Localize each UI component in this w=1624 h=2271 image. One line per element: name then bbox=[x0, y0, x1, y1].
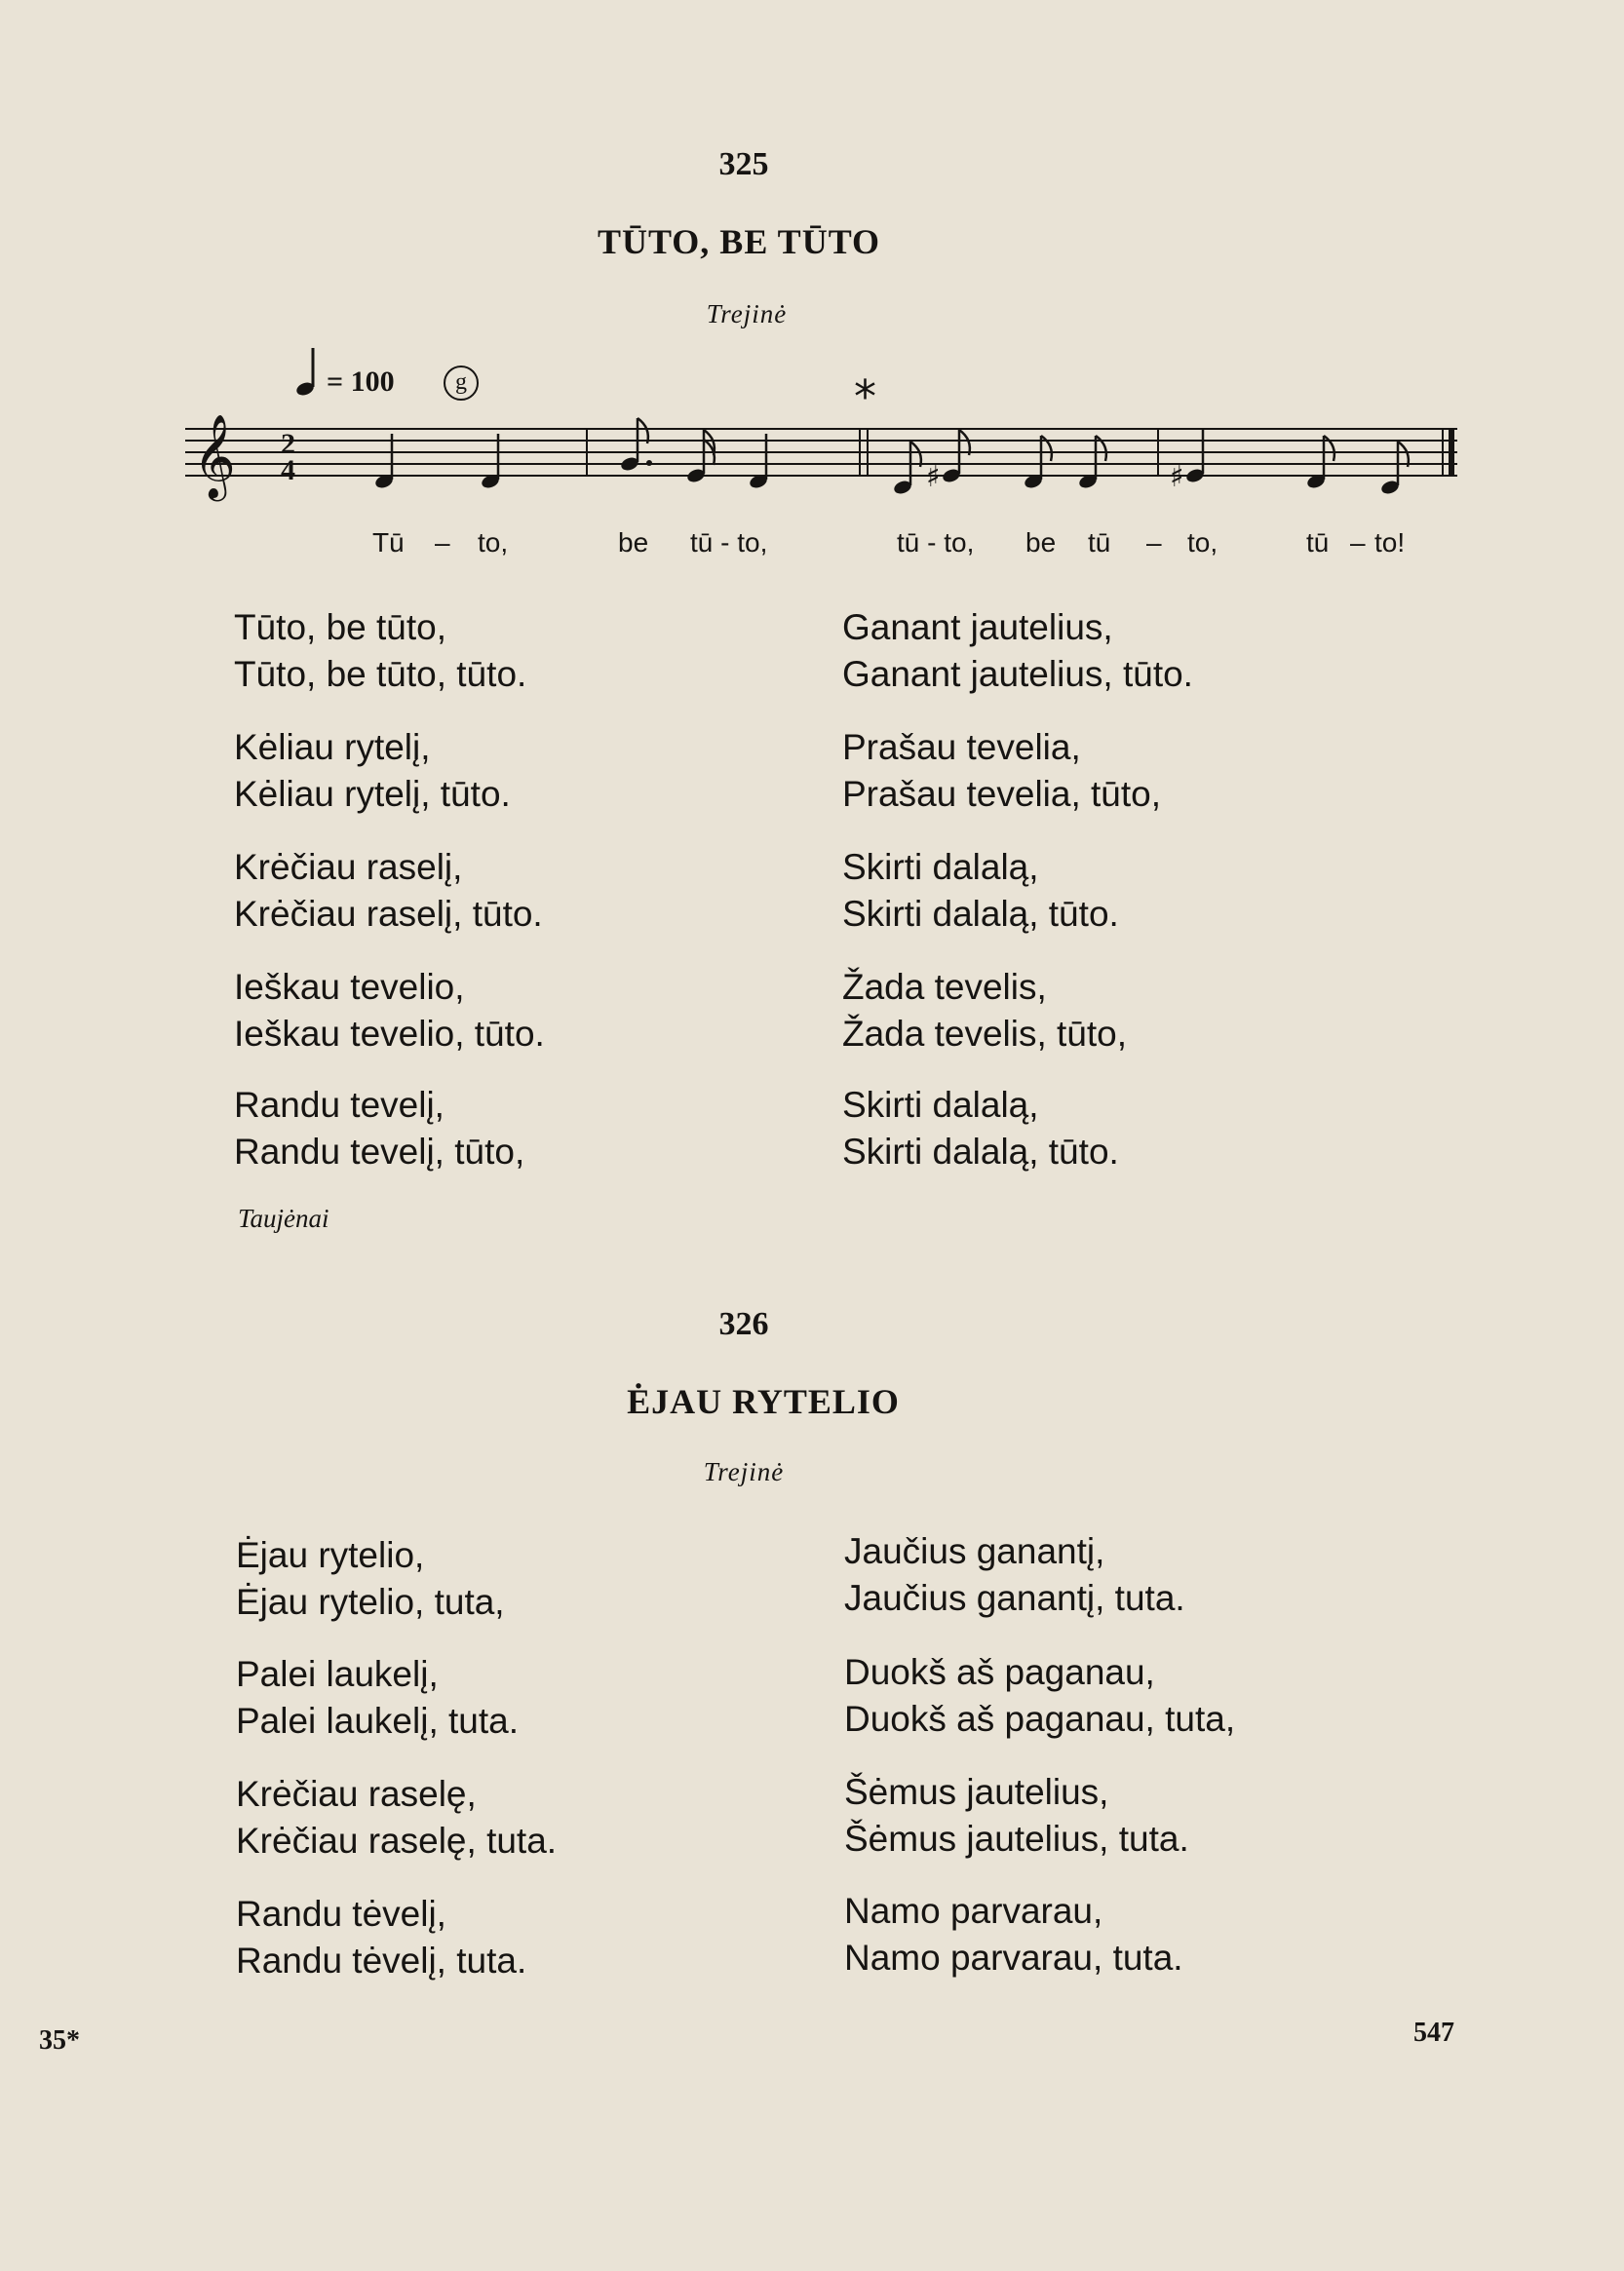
stanza bbox=[844, 1649, 1235, 1743]
note bbox=[892, 442, 920, 496]
verse-line: Duokš aš paganau, tuta, bbox=[844, 1699, 1236, 1739]
verse-line: Krėčiau raselį, bbox=[234, 847, 463, 887]
lyric-syllable: be bbox=[1025, 527, 1057, 558]
lyric-syllable: tū - to, bbox=[897, 527, 975, 558]
lyric-syllable: – bbox=[435, 527, 450, 558]
verse-line: Ieškau tevelio, bbox=[234, 967, 465, 1007]
stanza bbox=[234, 844, 543, 938]
tempo-value: = 100 bbox=[327, 366, 395, 398]
verse-line: Ieškau tevelio, tūto. bbox=[234, 1014, 545, 1054]
verse-line: Randu tėvelį, bbox=[236, 1894, 446, 1934]
verse-line: Skirti dalalą, bbox=[842, 1085, 1039, 1125]
note bbox=[1379, 442, 1408, 496]
verse-line: Šėmus jautelius, tuta. bbox=[844, 1819, 1189, 1859]
verse-line: Palei laukelį, bbox=[236, 1654, 439, 1694]
song-subtitle: Trejinė bbox=[706, 299, 788, 328]
verse-line: Krėčiau raselę, bbox=[236, 1774, 477, 1814]
verse-line: Randu tevelį, tūto, bbox=[234, 1132, 525, 1172]
signature-mark: 35* bbox=[39, 2025, 80, 2056]
verse-line: Žada tevelis, bbox=[842, 967, 1047, 1007]
lyric-syllable: – bbox=[1350, 527, 1366, 558]
verse-line: Skirti dalalą, bbox=[842, 847, 1039, 887]
stanza bbox=[844, 1769, 1189, 1863]
verse-line: Ganant jautelius, bbox=[842, 607, 1113, 647]
verse-line: Kėliau rytelį, bbox=[234, 727, 431, 767]
verse-line: Jaučius ganantį, tuta. bbox=[844, 1578, 1185, 1618]
lyric-syllable: tū bbox=[1088, 527, 1111, 558]
stanza bbox=[234, 604, 526, 698]
verse-line: Randu tėvelį, tuta. bbox=[236, 1941, 527, 1981]
stanza bbox=[842, 604, 1193, 698]
stanza bbox=[842, 1082, 1119, 1175]
verse-line: Jaučius ganantį, bbox=[844, 1531, 1105, 1571]
note bbox=[619, 418, 652, 473]
verse-line: Randu tevelį, bbox=[234, 1085, 445, 1125]
time-signature-top: 2 bbox=[281, 428, 295, 460]
verse-line: Krėčiau raselę, tuta. bbox=[236, 1821, 558, 1861]
lyric-syllable: – bbox=[1146, 527, 1162, 558]
verse-line: Šėmus jautelius, bbox=[844, 1772, 1109, 1812]
note bbox=[1023, 436, 1051, 490]
sharp-icon: ♯ bbox=[926, 460, 941, 494]
verse-line: Prašau tevelia, bbox=[842, 727, 1081, 767]
stanza bbox=[844, 1528, 1185, 1622]
asterisk-mark: * bbox=[854, 370, 876, 423]
lyric-syllable: to, bbox=[478, 527, 509, 558]
lyric-syllable: tū - to, bbox=[690, 527, 768, 558]
time-signature-bottom: 4 bbox=[281, 454, 295, 486]
stanza bbox=[236, 1532, 505, 1626]
stanza bbox=[844, 1888, 1183, 1982]
verse-line: Tūto, be tūto, tūto. bbox=[234, 654, 527, 694]
lyric-syllable: to! bbox=[1374, 527, 1406, 558]
treble-clef-icon: 𝄞 bbox=[193, 414, 236, 498]
note bbox=[1077, 436, 1105, 490]
verse-line: Skirti dalalą, tūto. bbox=[842, 1132, 1119, 1172]
sharp-icon: ♯ bbox=[1170, 460, 1184, 494]
stanza bbox=[236, 1891, 526, 1984]
stanza bbox=[842, 724, 1161, 818]
stanza bbox=[842, 964, 1127, 1058]
verse-line: Skirti dalalą, tūto. bbox=[842, 894, 1119, 934]
verse-line: Prašau tevelia, tūto, bbox=[842, 774, 1162, 814]
song-number: 325 bbox=[718, 146, 769, 182]
song-number: 326 bbox=[718, 1306, 769, 1342]
stanza bbox=[842, 844, 1119, 938]
lyric-syllable: tū bbox=[1306, 527, 1330, 558]
tempo-circle: g bbox=[444, 366, 479, 401]
verse-line: Namo parvarau, bbox=[844, 1891, 1103, 1931]
stanza bbox=[236, 1771, 557, 1865]
verse-line: Palei laukelį, tuta. bbox=[236, 1701, 520, 1741]
place-of-recording: Taujėnai bbox=[238, 1204, 329, 1233]
lyric-syllable: be bbox=[618, 527, 649, 558]
stanza bbox=[234, 724, 511, 818]
note bbox=[748, 434, 768, 490]
lyric-syllable: Tū bbox=[372, 527, 405, 558]
note bbox=[373, 434, 394, 490]
note bbox=[480, 434, 500, 490]
verse-line: Tūto, be tūto, bbox=[234, 607, 447, 647]
song-subtitle: Trejinė bbox=[703, 1457, 785, 1486]
verse-line: Namo parvarau, tuta. bbox=[844, 1938, 1183, 1978]
verse-line: Ėjau rytelio, tuta, bbox=[236, 1582, 505, 1622]
verse-line: Duokš aš paganau, bbox=[844, 1652, 1155, 1692]
note bbox=[1305, 436, 1334, 490]
stanza bbox=[236, 1651, 519, 1745]
stanza bbox=[234, 964, 545, 1058]
verse-line: Kėliau rytelį, tūto. bbox=[234, 774, 511, 814]
lyric-syllable: to, bbox=[1187, 527, 1218, 558]
verse-line: Krėčiau raselį, tūto. bbox=[234, 894, 543, 934]
page-number: 547 bbox=[1413, 2018, 1454, 2048]
song-title: ĖJAU RYTELIO bbox=[627, 1382, 900, 1421]
note bbox=[1184, 430, 1205, 484]
verse-line: Žada tevelis, tūto, bbox=[842, 1014, 1128, 1054]
verse-line: Ganant jautelius, tūto. bbox=[842, 654, 1193, 694]
stanza bbox=[234, 1082, 524, 1175]
music-staff bbox=[166, 385, 1462, 531]
verse-line: Ėjau rytelio, bbox=[236, 1535, 425, 1575]
song-title: TŪTO, BE TŪTO bbox=[597, 222, 881, 261]
